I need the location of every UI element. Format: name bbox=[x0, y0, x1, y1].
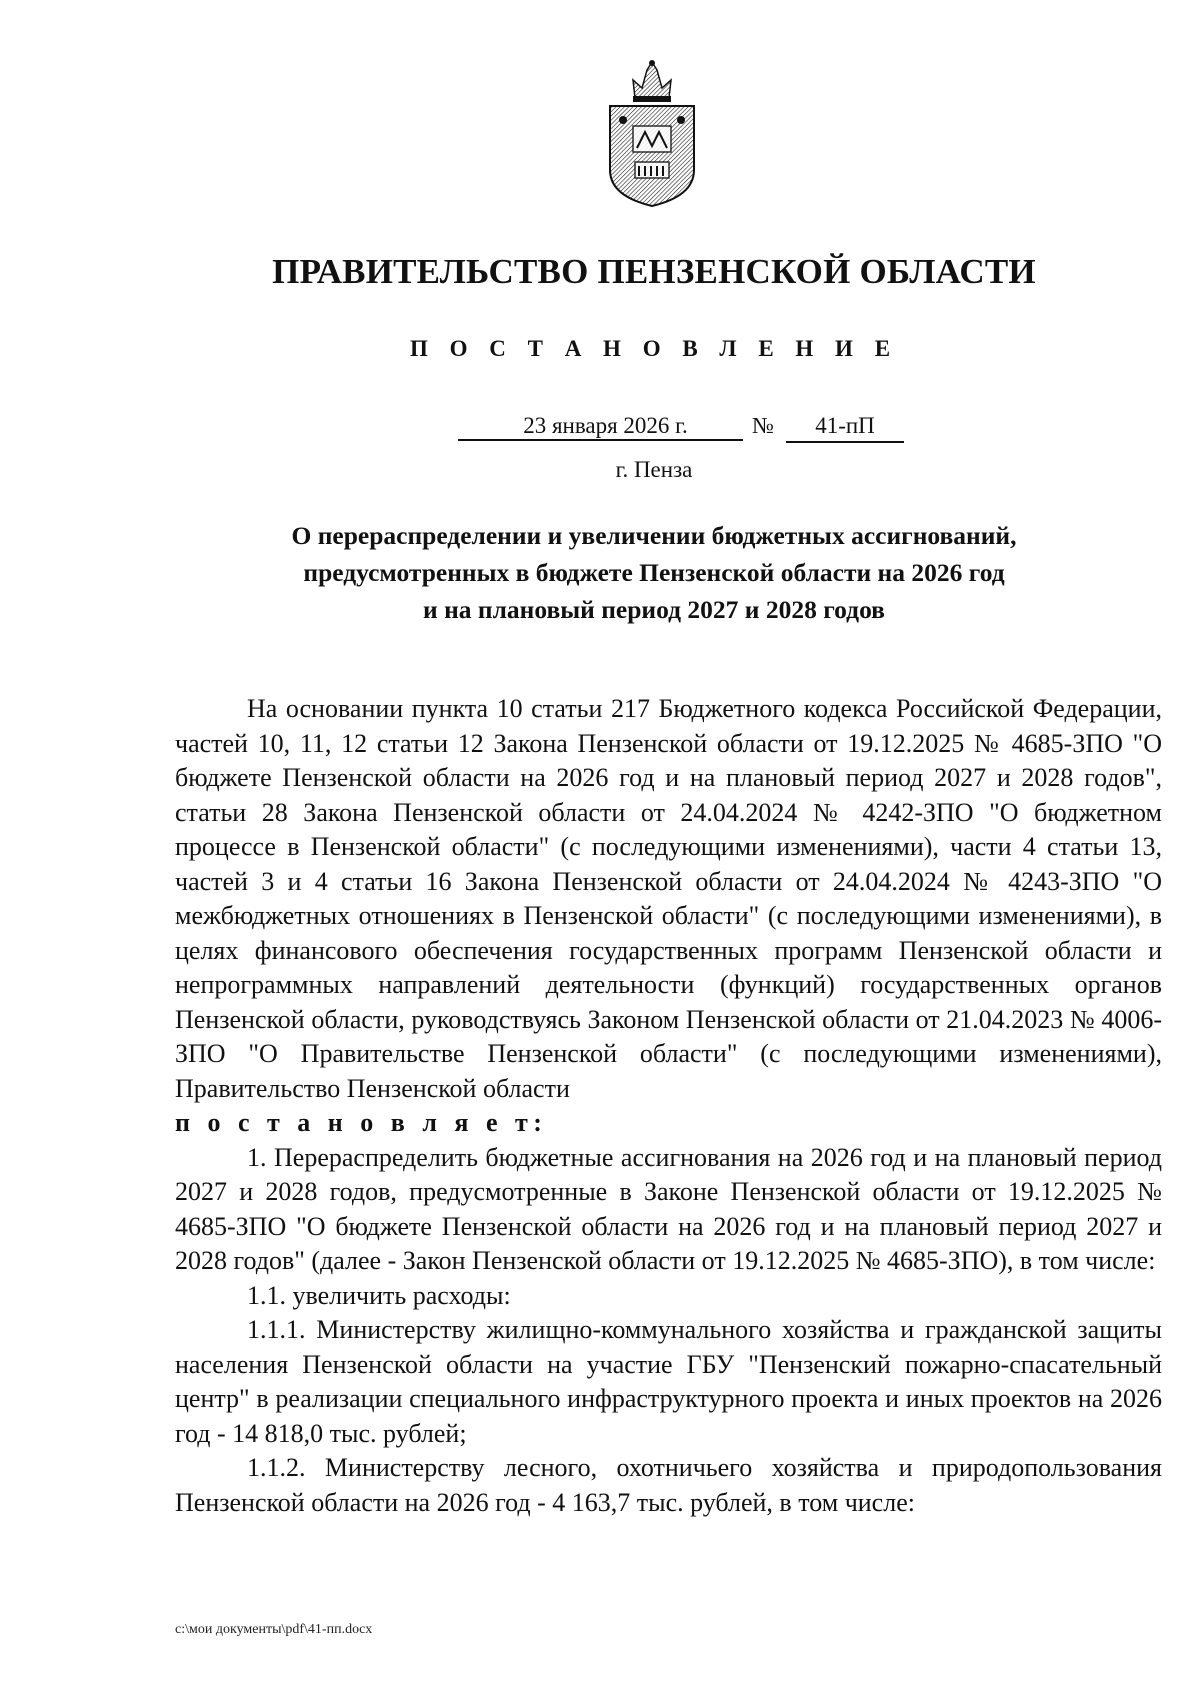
paragraph-1-1-1: 1.1.1. Министерству жилищно-коммунального хозяйства и гражданской защиты населения Пензенской области на участие ГБУ "Пензенский пожарно-спасательный центр" в реализации специального инфраструктурного проекта и иных проектов на 2026 год - 14 818,0 тыс. рублей; bbox=[175, 1315, 1162, 1448]
city-name: г. Пенза bbox=[615, 457, 693, 482]
decree-verb: п о с т а н о в л я е т: bbox=[175, 1108, 548, 1137]
number-sign: № bbox=[752, 413, 774, 438]
paragraph-1: 1. Перераспределить бюджетные ассигнования на 2026 год и на плановый период 2027 и 2028 годов, предусмотренные в Законе Пензенской области от 19.12.2025 № 4685-ЗПО "О бюджете Пензенской области на 2026 год и на плановый период 2027 и 2028 годов" (далее - Закон Пензенской области от 19.12.2025 № 4685-ЗПО), в том числе: bbox=[175, 1142, 1162, 1275]
decree-date: 23 января 2026 г. bbox=[458, 411, 743, 441]
document-type-heading: П О С Т А Н О В Л Е Н И Е bbox=[409, 336, 899, 361]
coat-of-arms-emblem bbox=[605, 58, 699, 208]
government-title: ПРАВИТЕЛЬСТВО ПЕНЗЕНСКОЙ ОБЛАСТИ bbox=[272, 252, 1036, 291]
file-path-footer: c:\мои документы\pdf\41-пп.docx bbox=[175, 1622, 373, 1637]
decree-number: 41-пП bbox=[786, 411, 904, 443]
decree-subject bbox=[200, 517, 1108, 628]
subject-line: О перераспределении и увеличении бюджетных ассигнований, bbox=[291, 521, 1017, 550]
paragraph-1-1-2: 1.1.2. Министерству лесного, охотничьего хозяйства и природопользования Пензенской области на 2026 год - 4 163,7 тыс. рублей, в том числе: bbox=[175, 1453, 1162, 1517]
preamble-paragraph: На основании пункта 10 статьи 217 Бюджетного кодекса Российской Федерации, частей 10, 11, 12 статьи 12 Закона Пензенской области от 19.12.2025 № 4685-ЗПО "О бюджете Пензенской области на 2026 год и на плановый период 2027 и 2028 годов", статьи 28 Закона Пензенской области от 24.04.2024 № 4242-ЗПО "О бюджетном процессе в Пензенской области" (с последующими изменениями), части 4 статьи 13, частей 3 и 4 статьи 16 Закона Пензенской области от 24.04.2024 № 4243-ЗПО "О межбюджетных отношениях в Пензенской области" (с последующими изменениями), в целях финансового обеспечения государственных программ Пензенской области и непрограммных направлений деятельности (функций) государственных органов Пензенской области, руководствуясь Законом Пензенской области от 21.04.2023 № 4006-ЗПО "О Правительстве Пензенской области" (с последующими изменениями), Правительство Пензенской области bbox=[175, 694, 1162, 1103]
subject-line: предусмотренных в бюджете Пензенской области на 2026 год bbox=[303, 558, 1005, 587]
decree-word bbox=[175, 1106, 1162, 1141]
subject-line: и на плановый период 2027 и 2028 годов bbox=[423, 595, 885, 624]
decree-body bbox=[175, 692, 1162, 1520]
paragraph-1-1: 1.1. увеличить расходы: bbox=[247, 1280, 511, 1310]
